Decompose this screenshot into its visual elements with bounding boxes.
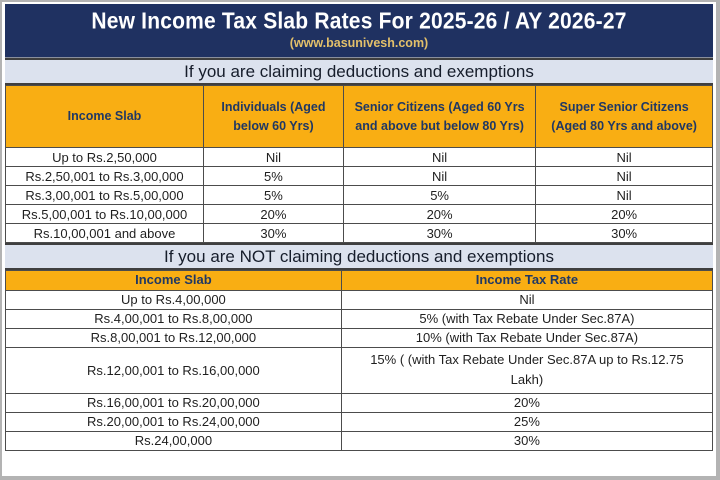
table-cell: Nil	[341, 290, 712, 309]
table-row	[6, 224, 713, 243]
table-cell: Rs.10,00,001 and above	[6, 224, 204, 243]
table-cell: Nil	[343, 148, 535, 167]
table-row	[6, 205, 713, 224]
table-cell: 10% (with Tax Rebate Under Sec.87A)	[341, 328, 712, 347]
table-cell: Nil	[343, 167, 535, 186]
table-row	[6, 309, 713, 328]
column-header-income-slab: Income Slab	[6, 271, 342, 291]
title-bar	[5, 4, 713, 58]
table-cell: 5%	[203, 167, 343, 186]
table-row	[6, 328, 713, 347]
table-cell: Rs.20,00,001 to Rs.24,00,000	[6, 412, 342, 431]
page-title: New Income Tax Slab Rates For 2025-26 / AY 2026-27	[91, 9, 627, 34]
table-row	[6, 186, 713, 205]
table-cell: Rs.16,00,001 to Rs.20,00,000	[6, 393, 342, 412]
claiming-header-row	[6, 86, 713, 148]
table-cell: Nil	[536, 148, 713, 167]
table-cell: 20%	[343, 205, 535, 224]
site-url: (www.basunivesh.com)	[289, 36, 429, 51]
table-cell: 20%	[203, 205, 343, 224]
table-cell: Up to Rs.4,00,000	[6, 290, 342, 309]
column-header-super-senior-citizens: Super Senior Citizens (Aged 80 Yrs and above)	[536, 86, 713, 148]
not-claiming-table	[5, 270, 713, 451]
table-cell: Nil	[536, 186, 713, 205]
table-cell: 30%	[343, 224, 535, 243]
table-cell: 30%	[341, 431, 712, 450]
table-cell: 5%	[343, 186, 535, 205]
table-row	[6, 347, 713, 393]
table-cell: 5% (with Tax Rebate Under Sec.87A)	[341, 309, 712, 328]
table-cell: Rs.5,00,001 to Rs.10,00,000	[6, 205, 204, 224]
table-cell: 20%	[341, 393, 712, 412]
table-cell: 5%	[203, 186, 343, 205]
table-row	[6, 393, 713, 412]
not-claiming-header-row	[6, 271, 713, 291]
table-row	[6, 148, 713, 167]
table-cell: Up to Rs.2,50,000	[6, 148, 204, 167]
table-cell: 30%	[203, 224, 343, 243]
section-heading-not-claiming: If you are NOT claiming deductions and exemptions	[5, 243, 713, 270]
table-cell: Nil	[536, 167, 713, 186]
column-header-income-tax-rate: Income Tax Rate	[341, 271, 712, 291]
tax-slab-infographic	[5, 4, 713, 474]
table-cell: Rs.2,50,001 to Rs.3,00,000	[6, 167, 204, 186]
table-row	[6, 167, 713, 186]
claiming-table	[5, 85, 713, 243]
column-header-senior-citizens: Senior Citizens (Aged 60 Yrs and above but below 80 Yrs)	[343, 86, 535, 148]
table-row	[6, 412, 713, 431]
table-row	[6, 290, 713, 309]
column-header-individuals: Individuals (Aged below 60 Yrs)	[203, 86, 343, 148]
table-cell: Rs.8,00,001 to Rs.12,00,000	[6, 328, 342, 347]
table-cell: Rs.4,00,001 to Rs.8,00,000	[6, 309, 342, 328]
table-cell-text: 15% ( (with Tax Rebate Under Sec.87A up to Rs.12.75 Lakh)	[370, 351, 684, 388]
table-cell: Rs.24,00,000	[6, 431, 342, 450]
page-frame	[2, 2, 716, 476]
section-heading-claiming: If you are claiming deductions and exemptions	[5, 58, 713, 85]
table-cell	[341, 347, 712, 393]
table-row	[6, 431, 713, 450]
table-cell: Rs.3,00,001 to Rs.5,00,000	[6, 186, 204, 205]
table-cell: Rs.12,00,001 to Rs.16,00,000	[6, 347, 342, 393]
table-cell: 25%	[341, 412, 712, 431]
table-cell: 30%	[536, 224, 713, 243]
table-cell: 20%	[536, 205, 713, 224]
table-cell: Nil	[203, 148, 343, 167]
column-header-income-slab: Income Slab	[6, 86, 204, 148]
